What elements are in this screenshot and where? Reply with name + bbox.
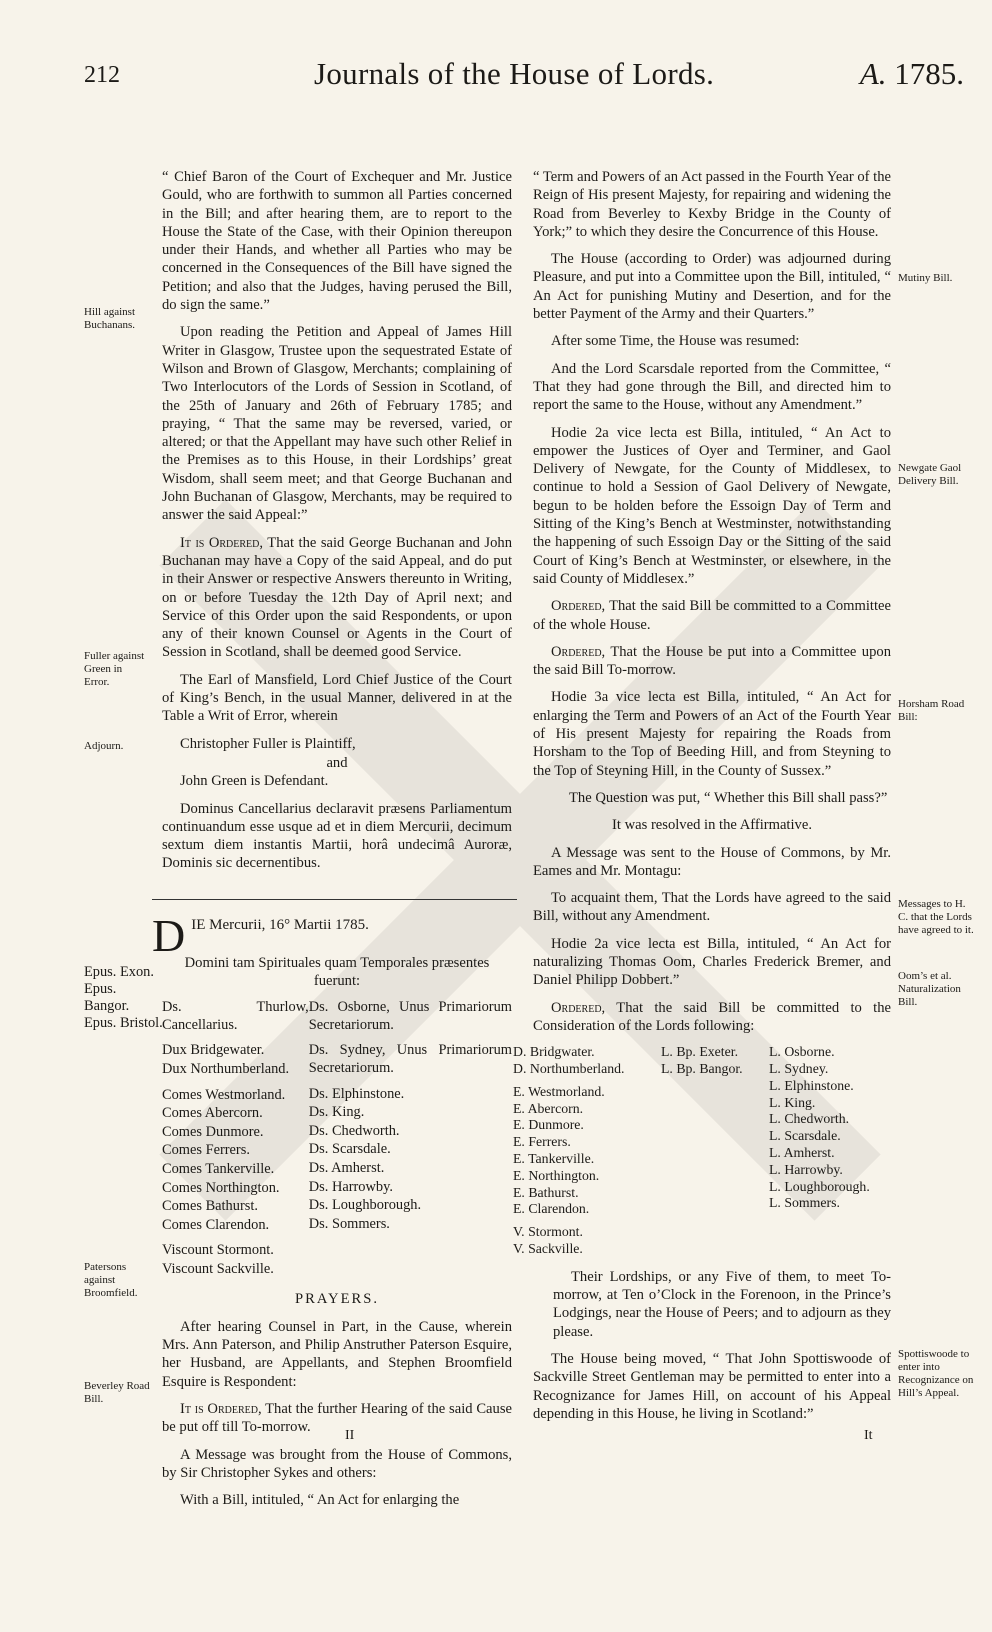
margin-note-spottiswoode: Spottiswoode to enter into Recognizance on Hill’s Appeal. bbox=[898, 1348, 974, 1399]
bishop-entry: Epus. Exon. bbox=[84, 964, 154, 980]
page-year bbox=[860, 56, 964, 92]
ordered-label: It is Ordered, bbox=[180, 534, 264, 551]
attendee: Comes Ferrers. bbox=[162, 1142, 250, 1159]
ordered-label: Ordered, bbox=[551, 999, 606, 1016]
attendee: Ds. Osborne, Unus Primariorum Secretariorum. bbox=[308, 999, 512, 1033]
paragraph-acquaint: To acquaint them, That the Lords have agreed to the said Bill, without any Amendment. bbox=[533, 890, 891, 925]
margin-note-adjourn: Adjourn. bbox=[84, 740, 124, 752]
attendance-list bbox=[162, 999, 512, 1279]
paragraph-beverley-bill: With a Bill, intituled, “ An Act for enlarging the bbox=[180, 1492, 460, 1509]
committee-lord: V. Sackville. bbox=[513, 1240, 583, 1256]
paragraph-scarsdale: And the Lord Scarsdale reported from the Committee, “ That they had gone through the Bill, and directed him to report the same to the House, without any Amendment.” bbox=[533, 360, 891, 414]
committee-lord: L. Loughborough. bbox=[769, 1178, 870, 1194]
margin-note-messages: Messages to H. C. that the Lords have agreed to it. bbox=[898, 898, 974, 936]
margin-note-fuller: Fuller against Green in Error. bbox=[84, 650, 145, 688]
attendee: Ds. Sommers. bbox=[308, 1215, 390, 1232]
paragraph-resolved: It was resolved in the Affirmative. bbox=[612, 817, 812, 834]
paragraph-spottiswoode: The House being moved, “ That John Spottiswoode of Sackville Street Gentleman may be permitted to enter into a Recognizance for James Hill, on account of his Appeal depending in this House, he living in Scotland:” bbox=[533, 1350, 891, 1422]
order-text: That the said Bill be committed to the Consideration of the Lords following: bbox=[533, 999, 891, 1034]
sitting-date bbox=[152, 909, 512, 961]
page-number: 212 bbox=[84, 62, 120, 88]
paragraph-newgate-order bbox=[533, 597, 891, 634]
order-text: That the said Bill be committed to a Committee of the whole House. bbox=[533, 598, 891, 633]
bishops-list bbox=[84, 964, 164, 1032]
committee-lord: V. Stormont. bbox=[513, 1224, 583, 1240]
committee-lord: E. Northington. bbox=[513, 1167, 600, 1183]
paragraph-resumed: After some Time, the House was resumed: bbox=[551, 333, 800, 350]
committee-lord: L. Harrowby. bbox=[769, 1161, 843, 1177]
paragraph-writ-error: The Earl of Mansfield, Lord Chief Justice of the Court of King’s Bench, in the usual Manner, delivered in at the Table a Writ of Error, wherein bbox=[162, 671, 512, 725]
committee-lord: L. Bp. Exeter. bbox=[661, 1044, 739, 1060]
order-text: That the further Hearing of the said Cause be put off till To-morrow. bbox=[162, 1401, 512, 1436]
paragraph-meeting: Their Lordships, or any Five of them, to meet To-morrow, at Ten o’Clock in the Forenoon, in the Prince’s Lodgings, near the House of Peers; and to adjourn as they please. bbox=[553, 1268, 891, 1340]
paragraph-question: The Question was put, “ Whether this Bill shall pass?” bbox=[569, 789, 888, 806]
page-title: Journals of the House of Lords. bbox=[314, 56, 715, 91]
committee-lord: D. Northumberland. bbox=[513, 1060, 625, 1076]
ordered-label: It is Ordered, bbox=[180, 1401, 262, 1418]
margin-note-oom: Oom’s et al. Naturalization Bill. bbox=[898, 970, 961, 1008]
attendee: Ds. Harrowby. bbox=[308, 1178, 393, 1195]
attendee: Ds. Amherst. bbox=[308, 1160, 385, 1177]
committee-lord: L. Elphinstone. bbox=[769, 1077, 854, 1093]
attendee: Comes Clarendon. bbox=[162, 1216, 270, 1233]
bishop-entry: Epus. Bristol. bbox=[84, 1015, 163, 1031]
plaintiff-line: Christopher Fuller is Plaintiff, bbox=[180, 735, 356, 752]
page-header bbox=[84, 56, 964, 96]
attendee: Ds. King. bbox=[308, 1104, 365, 1121]
section-divider bbox=[152, 899, 517, 900]
paragraph-horsham: Hodie 3a vice lecta est Billa, intituled, “ An Act for enlarging the Term and Powers of an Act of the Fourth Year of His present Majesty for repairing the Roads from Horsham to the Top of Beeding Hill, and from Steyning to the Top of Steyning Hill, in the County of Sussex.” bbox=[533, 689, 891, 779]
date-text: IE Mercurii, 16° Martii 1785. bbox=[191, 916, 369, 933]
year-prefix: A. bbox=[859, 56, 887, 91]
paragraph-mutiny: The House (according to Order) was adjourned during Pleasure, and put into a Committee upon the Bill, intituled, “ An Act for punishing Mutiny and Desertion, and for the better Payment of the Army and their Quarters.” bbox=[533, 251, 891, 323]
margin-note-horsham: Horsham Road Bill: bbox=[898, 698, 965, 723]
order-text: That the said George Buchanan and John Buchanan may have a Copy of the said Appeal, and do put in their Answer or respective Answers thereunto in Writing, on or before Tuesday the 12th Day of April next; and Service of this Order upon the said Respondents, or upon any of their known Counsel or Agents in the Court of Session in Scotland, shall be deemed good Service. bbox=[162, 534, 512, 661]
attendance-col-2 bbox=[309, 999, 512, 1279]
margin-note-newgate: Newgate Gaol Delivery Bill. bbox=[898, 462, 962, 487]
signature-mark: II bbox=[345, 1428, 355, 1443]
committee-lord: L. Sommers. bbox=[769, 1195, 840, 1211]
catchword: It bbox=[864, 1428, 873, 1443]
paragraph-commons-message: A Message was brought from the House of Commons, by Sir Christopher Sykes and others: bbox=[162, 1446, 512, 1481]
committee-lord: E. Westmorland. bbox=[513, 1083, 605, 1099]
paragraph-message-sent: A Message was sent to the House of Commons, by Mr. Eames and Mr. Montagu: bbox=[533, 844, 891, 879]
paragraph-paterson-order bbox=[162, 1400, 512, 1437]
year-value: 1785. bbox=[894, 56, 964, 91]
paragraph-newgate-order-2 bbox=[533, 643, 891, 680]
committee-lord: L. Amherst. bbox=[769, 1144, 835, 1160]
attendee: Comes Westmorland. bbox=[162, 1086, 286, 1103]
defendant-line: John Green is Defendant. bbox=[180, 773, 329, 790]
committee-col-2 bbox=[661, 1044, 769, 1258]
attendee: Ds. Thurlow, Cancellarius. bbox=[162, 999, 309, 1033]
committee-lord: E. Ferrers. bbox=[513, 1134, 571, 1150]
and-line: and bbox=[326, 754, 348, 771]
committee-lord: E. Dunmore. bbox=[513, 1117, 584, 1133]
committee-lord: L. Osborne. bbox=[769, 1044, 835, 1060]
committee-col-1 bbox=[513, 1044, 661, 1258]
attendee: Dux Bridgewater. bbox=[162, 1042, 265, 1059]
paragraph-paterson: After hearing Counsel in Part, in the Cause, wherein Mrs. Ann Paterson, and Philip Anstruther Paterson Esquire, her Husband, are Appellants, and Stephen Broomfield Esquire is Respondent: bbox=[162, 1318, 512, 1390]
right-column bbox=[513, 168, 891, 1432]
attendee: Comes Bathurst. bbox=[162, 1198, 258, 1215]
paragraph-oom: Hodie 2a vice lecta est Billa, intituled, “ An Act for naturalizing Thomas Oom, Charles Frederick Bremer, and Daniel Philipp Dobbert.” bbox=[533, 935, 891, 989]
ordered-label: Ordered, bbox=[551, 598, 606, 615]
committee-lord: L. Bp. Bangor. bbox=[661, 1060, 743, 1076]
attendee: Viscount Stormont. bbox=[162, 1242, 274, 1259]
committee-lords-list bbox=[513, 1044, 891, 1258]
attendee: Ds. Loughborough. bbox=[308, 1197, 422, 1214]
attendee: Comes Tankerville. bbox=[162, 1161, 275, 1178]
ordered-label: Ordered, bbox=[551, 643, 606, 660]
left-column bbox=[152, 168, 512, 1519]
paragraph-oom-order bbox=[533, 999, 891, 1036]
attendance-col-1 bbox=[162, 999, 309, 1279]
committee-lord: L. Sydney. bbox=[769, 1060, 829, 1076]
margin-note-hill: Hill against Buchanans. bbox=[84, 306, 136, 331]
attendee: Viscount Sackville. bbox=[162, 1261, 274, 1277]
domini-heading: Domini tam Spirituales quam Temporales præsentes fuerunt: bbox=[184, 954, 490, 989]
committee-col-3 bbox=[769, 1044, 889, 1258]
paragraph-newgate: Hodie 2a vice lecta est Billa, intituled, “ An Act to empower the Justices of Oyer and Terminer, and Gaol Delivery of Newgate, for the County of Middlesex, to continue to hold a Session of Gaol Delivery of Newgate, begun to be holden before the Essoign Day of Term and Sitting of the King’s Bench at Westminster, notwithstanding the happening of such Essoign Day or the Sitting of the said Court of King’s Bench at Westminster, or elsewhere, in the said County of Middlesex.” bbox=[533, 424, 891, 587]
margin-note-mutiny: Mutiny Bill. bbox=[898, 272, 953, 284]
attendee: Ds. Sydney, Unus Primariorum Secretariorum. bbox=[308, 1042, 512, 1077]
committee-lord: E. Abercorn. bbox=[513, 1100, 584, 1116]
committee-lord: L. Scarsdale. bbox=[769, 1128, 841, 1144]
committee-lord: L. Chedworth. bbox=[769, 1111, 850, 1127]
attendee: Dux Northumberland. bbox=[162, 1061, 290, 1078]
prayers-heading: PRAYERS. bbox=[294, 1290, 379, 1307]
paragraph-hill-order bbox=[162, 534, 512, 662]
paragraph-report: “ Chief Baron of the Court of Exchequer and Mr. Justice Gould, who are forthwith to summon all Parties concerned in the Bill; and after hearing them, are to report to the House the State of the Case, with their Opinion thereupon under their Hands, and whether all Parties who may be concerned in the Consequences of the Bill have signed the Petition; and also that the Judges, having perused the Bill, do sign the same.” bbox=[162, 169, 512, 314]
committee-lord: E. Clarendon. bbox=[513, 1201, 590, 1217]
committee-lord: D. Bridgwater. bbox=[513, 1044, 595, 1060]
attendee: Ds. Chedworth. bbox=[308, 1122, 400, 1139]
attendee: Ds. Scarsdale. bbox=[308, 1141, 391, 1158]
attendee: Comes Northington. bbox=[162, 1179, 280, 1196]
bishop-entry: Epus. Bangor. bbox=[84, 981, 130, 1014]
drop-cap: D bbox=[152, 909, 186, 961]
committee-lord: L. King. bbox=[769, 1094, 816, 1110]
margin-note-beverley: Beverley Road Bill. bbox=[84, 1380, 150, 1405]
paragraph-adjourn: Dominus Cancellarius declaravit præsens Parliamentum continuandum esse usque ad et in diem Mercurii, decimum sextum diem instantis Martii, horâ undecimâ Auroræ, Dominis sic decernentibus. bbox=[162, 800, 512, 872]
attendee: Comes Abercorn. bbox=[162, 1105, 263, 1122]
committee-lord: E. Tankerville. bbox=[513, 1150, 595, 1166]
attendee: Comes Dunmore. bbox=[162, 1123, 264, 1140]
order-text: That the House be put into a Committee upon the said Bill To-morrow. bbox=[533, 643, 891, 679]
attendee: Ds. Elphinstone. bbox=[308, 1085, 405, 1102]
committee-lord: E. Bathurst. bbox=[513, 1184, 579, 1200]
paragraph-hill-appeal: Upon reading the Petition and Appeal of James Hill Writer in Glasgow, Trustee upon the sequestrated Estate of Wilson and Brown of Glasgow, Merchants; complaining of Two Interlocutors of the Lords of Session in Scotland, of the 25th of January and 26th of February 1785; and praying, “ That the same may be reversed, varied, or altered; or that the Appellant may have such other Relief in the Premises as to this House, in their Lordships’ great Wisdom, shall seem meet; and that George Buchanan and John Buchanan of Glasgow, Merchants, may be required to answer the said Appeal:” bbox=[162, 324, 512, 524]
margin-note-paterson: Patersons against Broomfield. bbox=[84, 1261, 138, 1299]
paragraph-beverley-cont: “ Term and Powers of an Act passed in the Fourth Year of the Reign of His present Majesty, for repairing and widening the Road from Beverley to Kexby Bridge in the County of York;” to which they desire the Concurrence of this House. bbox=[533, 169, 891, 240]
